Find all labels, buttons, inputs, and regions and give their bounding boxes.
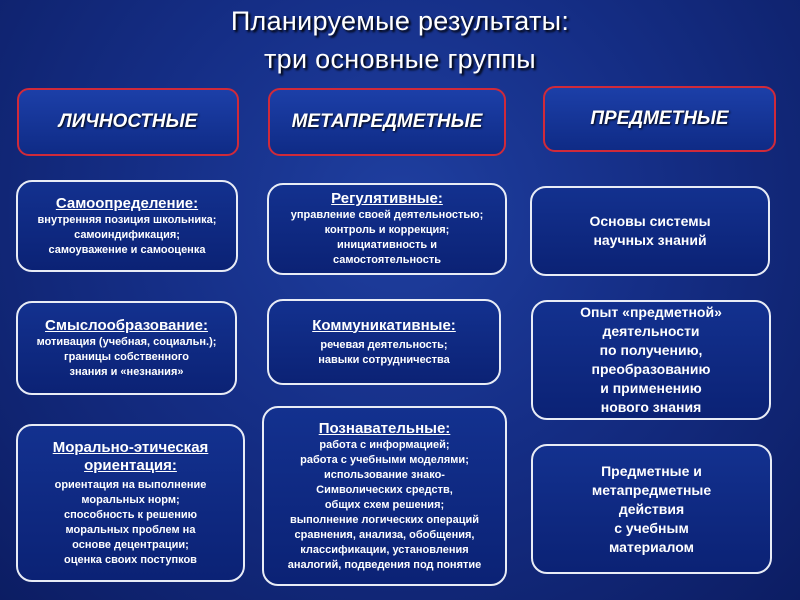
box-line: внутренняя позиция школьника; (37, 213, 217, 226)
header-metasubject (268, 88, 506, 156)
box-line: научных знаний (593, 232, 707, 248)
box-heading: Смыслообразование: (45, 316, 208, 334)
box-line: аналогий, подведения под понятие (287, 558, 482, 571)
box-line: выполнение логических операций (289, 513, 479, 526)
box-line: деятельности (602, 323, 700, 339)
box-line: действия (618, 500, 685, 517)
box-line: по получению, (599, 342, 703, 358)
box-line: самостоятельность (332, 254, 442, 266)
header-metasubject-label: МЕТАПРЕДМЕТНЫЕ (291, 111, 483, 132)
box-line: нового знания (600, 399, 702, 415)
box-line: управление своей деятельностью; (290, 209, 484, 221)
box-line: Основы системы (589, 213, 711, 229)
box-line: Предметные и (601, 462, 702, 479)
box-line: метапредметные (591, 481, 712, 498)
box-line: и применению (600, 380, 702, 396)
box-line: Символических средств, (316, 483, 453, 496)
box-line: работа с информацией; (319, 438, 450, 451)
box-heading: Коммуникативные: (312, 316, 456, 334)
box-line: способность к решению (64, 508, 197, 521)
box-meaning-formation (16, 301, 237, 395)
box-subject-actions (531, 444, 772, 574)
box-self-determination (16, 180, 238, 272)
box-heading: Познавательные: (318, 419, 451, 437)
box-cognitive (262, 406, 507, 586)
box-line: речевая деятельность; (320, 338, 448, 351)
header-personal-label: ЛИЧНОСТНЫЕ (58, 111, 198, 132)
box-line: знания и «незнания» (69, 365, 184, 378)
box-line: навыки сотрудничества (318, 353, 450, 366)
header-personal (17, 88, 239, 156)
box-line: основе децентрации; (72, 538, 189, 551)
box-line: оценка своих поступков (64, 553, 197, 566)
box-line: инициативность и (336, 239, 438, 251)
box-moral-ethical (16, 424, 245, 582)
box-heading: Морально-этическая (52, 438, 209, 456)
slide-title-line-1: Планируемые результаты: (230, 6, 570, 36)
box-science-basics (530, 186, 770, 276)
box-line: контроль и коррекция; (324, 224, 450, 236)
box-line: ориентация на выполнение (54, 478, 207, 491)
header-subject (543, 86, 776, 152)
box-line: преобразованию (591, 361, 711, 377)
box-line: моральных норм; (81, 493, 180, 506)
box-line: границы собственного (64, 350, 189, 363)
box-line: использование знако- (324, 468, 445, 481)
box-regulatory (267, 183, 507, 275)
box-line: моральных проблем на (65, 523, 196, 536)
box-communicative (267, 299, 501, 385)
box-line: мотивация (учебная, социальн.); (36, 335, 217, 348)
box-heading-2: ориентация: (84, 456, 177, 474)
box-line: сравнения, анализа, обобщения, (294, 528, 475, 541)
box-line: самоуважение и самооценка (48, 243, 206, 256)
box-line: Опыт «предметной» (580, 304, 722, 320)
box-line: материалом (609, 538, 694, 555)
box-heading: Самоопределение: (55, 194, 199, 212)
box-subject-experience (531, 300, 771, 420)
box-line: работа с учебными моделями; (300, 453, 469, 466)
box-line: классификации, установления (300, 543, 469, 556)
slide-title-line-2: три основные группы (264, 44, 536, 74)
box-heading: Регулятивные: (331, 190, 443, 207)
header-subject-label: ПРЕДМЕТНЫЕ (590, 108, 729, 129)
box-line: самоиндификация; (74, 228, 180, 241)
box-line: с учебным (614, 519, 689, 536)
box-line: общих схем решения; (324, 498, 445, 511)
